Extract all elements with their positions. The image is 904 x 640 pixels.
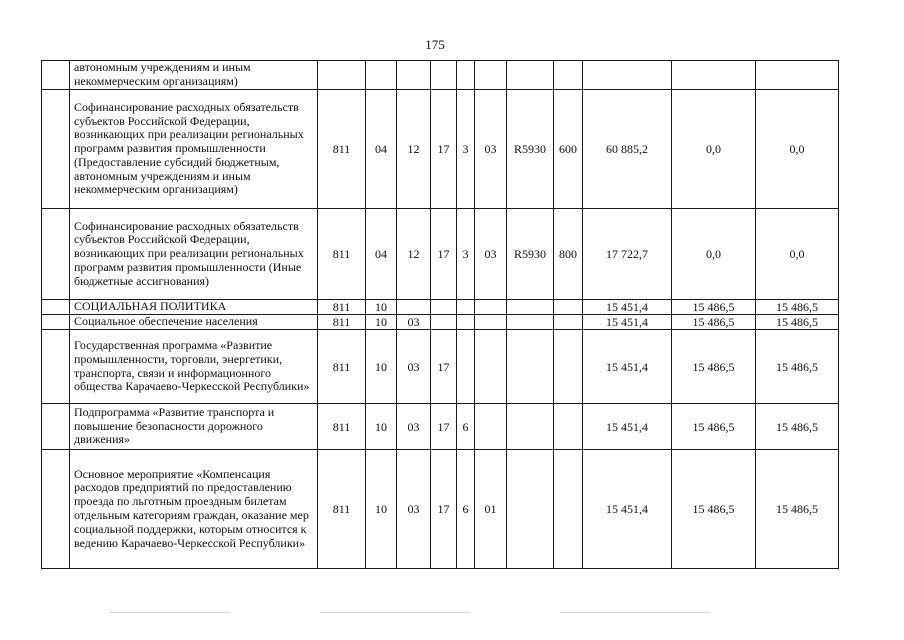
page-number: 175 xyxy=(425,37,445,52)
amount-year-2-cell: 0,0 xyxy=(672,90,756,209)
name-cell: Софинансирование расходных обязательств субъектов Российской Федерации, возникающих при реализации региональных программ развития промышленности (Иные бюджетные ассигнования) xyxy=(70,209,318,300)
direction-code-cell xyxy=(507,300,554,315)
footer-divider xyxy=(110,612,230,613)
section-code-cell: 10 xyxy=(366,315,397,330)
section-code-cell: 04 xyxy=(366,90,397,209)
amount-year-2-cell: 15 486,5 xyxy=(672,450,756,569)
glava-code-cell: 811 xyxy=(318,315,366,330)
name-cell: Социальное обеспечение населения xyxy=(70,315,318,330)
table-row xyxy=(42,330,839,404)
amount-year-2-cell: 0,0 xyxy=(672,209,756,300)
glava-code-cell: 811 xyxy=(318,450,366,569)
subsection-code-cell: 12 xyxy=(397,209,431,300)
expense-type-code-cell: 800 xyxy=(554,209,583,300)
row-index-cell xyxy=(42,404,70,450)
expense-type-code-cell xyxy=(554,450,583,569)
direction-code-cell xyxy=(507,315,554,330)
amount-year-2-cell: 15 486,5 xyxy=(672,404,756,450)
expense-type-code-cell xyxy=(554,330,583,404)
event-code-cell xyxy=(475,300,507,315)
program-code-cell: 17 xyxy=(431,90,457,209)
name-cell: Софинансирование расходных обязательств субъектов Российской Федерации, возникающих при реализации региональных программ развития промышленности (Предоставление субсидий бюджетным, автономным учреждениям и иным некоммерческим организациям) xyxy=(70,90,318,209)
expense-type-code-cell xyxy=(554,404,583,450)
row-index-cell xyxy=(42,209,70,300)
program-code-cell: 17 xyxy=(431,209,457,300)
amount-year-3-cell: 15 486,5 xyxy=(756,330,839,404)
amount-year-3-cell: 15 486,5 xyxy=(756,450,839,569)
table-row xyxy=(42,300,839,315)
amount-year-3-cell: 15 486,5 xyxy=(756,404,839,450)
direction-code-cell xyxy=(507,450,554,569)
amount-year-3-cell: 0,0 xyxy=(756,209,839,300)
amount-year-3-cell: 15 486,5 xyxy=(756,300,839,315)
subsection-code-cell: 12 xyxy=(397,90,431,209)
section-code-cell: 10 xyxy=(366,330,397,404)
section-code-cell xyxy=(366,61,397,90)
subprogram-code-cell: 3 xyxy=(457,90,475,209)
event-code-cell xyxy=(475,315,507,330)
subsection-code-cell xyxy=(397,61,431,90)
table-row xyxy=(42,209,839,300)
table-row xyxy=(42,315,839,330)
expense-type-code-cell xyxy=(554,300,583,315)
glava-code-cell: 811 xyxy=(318,404,366,450)
program-code-cell: 17 xyxy=(431,330,457,404)
row-index-cell xyxy=(42,330,70,404)
direction-code-cell xyxy=(507,61,554,90)
glava-code-cell: 811 xyxy=(318,300,366,315)
subsection-code-cell: 03 xyxy=(397,404,431,450)
program-code-cell xyxy=(431,315,457,330)
amount-year-2-cell: 15 486,5 xyxy=(672,300,756,315)
name-cell: СОЦИАЛЬНАЯ ПОЛИТИКА xyxy=(70,300,318,315)
direction-code-cell: R5930 xyxy=(507,209,554,300)
subprogram-code-cell: 6 xyxy=(457,404,475,450)
direction-code-cell: R5930 xyxy=(507,90,554,209)
amount-year-1-cell: 15 451,4 xyxy=(583,404,672,450)
program-code-cell xyxy=(431,300,457,315)
name-cell: Основное мероприятие «Компенсация расходов предприятий по предоставлению проезда по льготным проездным билетам отдельным категориям граждан, оказание мер социальной поддержки, которым относится к ведению Карачаево-Черкесской Республики» xyxy=(70,450,318,569)
amount-year-1-cell: 15 451,4 xyxy=(583,300,672,315)
expense-type-code-cell: 600 xyxy=(554,90,583,209)
event-code-cell: 03 xyxy=(475,90,507,209)
name-cell: Государственная программа «Развитие промышленности, торговли, энергетики, транспорта, связи и информационного общества Карачаево-Черкесской Республики» xyxy=(70,330,318,404)
amount-year-1-cell xyxy=(583,61,672,90)
amount-year-2-cell xyxy=(672,61,756,90)
budget-table xyxy=(41,60,839,569)
amount-year-1-cell: 60 885,2 xyxy=(583,90,672,209)
subsection-code-cell: 03 xyxy=(397,315,431,330)
footer-divider xyxy=(560,612,710,613)
glava-code-cell: 811 xyxy=(318,209,366,300)
event-code-cell: 01 xyxy=(475,450,507,569)
amount-year-1-cell: 15 451,4 xyxy=(583,330,672,404)
section-code-cell: 04 xyxy=(366,209,397,300)
glava-code-cell xyxy=(318,61,366,90)
subprogram-code-cell: 3 xyxy=(457,209,475,300)
program-code-cell xyxy=(431,61,457,90)
name-cell: автономным учреждениям и иным некоммерческим организациям) xyxy=(70,61,318,90)
subsection-code-cell: 03 xyxy=(397,330,431,404)
amount-year-1-cell: 15 451,4 xyxy=(583,450,672,569)
amount-year-1-cell: 17 722,7 xyxy=(583,209,672,300)
row-index-cell xyxy=(42,450,70,569)
table-body xyxy=(42,61,839,569)
amount-year-3-cell: 15 486,5 xyxy=(756,315,839,330)
amount-year-2-cell: 15 486,5 xyxy=(672,315,756,330)
footer-divider xyxy=(320,612,470,613)
event-code-cell xyxy=(475,330,507,404)
row-index-cell xyxy=(42,315,70,330)
table-row xyxy=(42,90,839,209)
subprogram-code-cell xyxy=(457,300,475,315)
program-code-cell: 17 xyxy=(431,450,457,569)
section-code-cell: 10 xyxy=(366,404,397,450)
row-index-cell xyxy=(42,61,70,90)
event-code-cell: 03 xyxy=(475,209,507,300)
amount-year-2-cell: 15 486,5 xyxy=(672,330,756,404)
section-code-cell: 10 xyxy=(366,300,397,315)
subprogram-code-cell xyxy=(457,330,475,404)
expense-type-code-cell xyxy=(554,61,583,90)
glava-code-cell: 811 xyxy=(318,90,366,209)
direction-code-cell xyxy=(507,330,554,404)
subsection-code-cell xyxy=(397,300,431,315)
table-row xyxy=(42,61,839,90)
section-code-cell: 10 xyxy=(366,450,397,569)
amount-year-3-cell xyxy=(756,61,839,90)
subprogram-code-cell xyxy=(457,315,475,330)
amount-year-1-cell: 15 451,4 xyxy=(583,315,672,330)
subsection-code-cell: 03 xyxy=(397,450,431,569)
table-row xyxy=(42,404,839,450)
table-row xyxy=(42,450,839,569)
row-index-cell xyxy=(42,90,70,209)
event-code-cell xyxy=(475,404,507,450)
direction-code-cell xyxy=(507,404,554,450)
amount-year-3-cell: 0,0 xyxy=(756,90,839,209)
program-code-cell: 17 xyxy=(431,404,457,450)
expense-type-code-cell xyxy=(554,315,583,330)
subprogram-code-cell: 6 xyxy=(457,450,475,569)
event-code-cell xyxy=(475,61,507,90)
glava-code-cell: 811 xyxy=(318,330,366,404)
row-index-cell xyxy=(42,300,70,315)
name-cell: Подпрограмма «Развитие транспорта и повышение безопасности дорожного движения» xyxy=(70,404,318,450)
subprogram-code-cell xyxy=(457,61,475,90)
